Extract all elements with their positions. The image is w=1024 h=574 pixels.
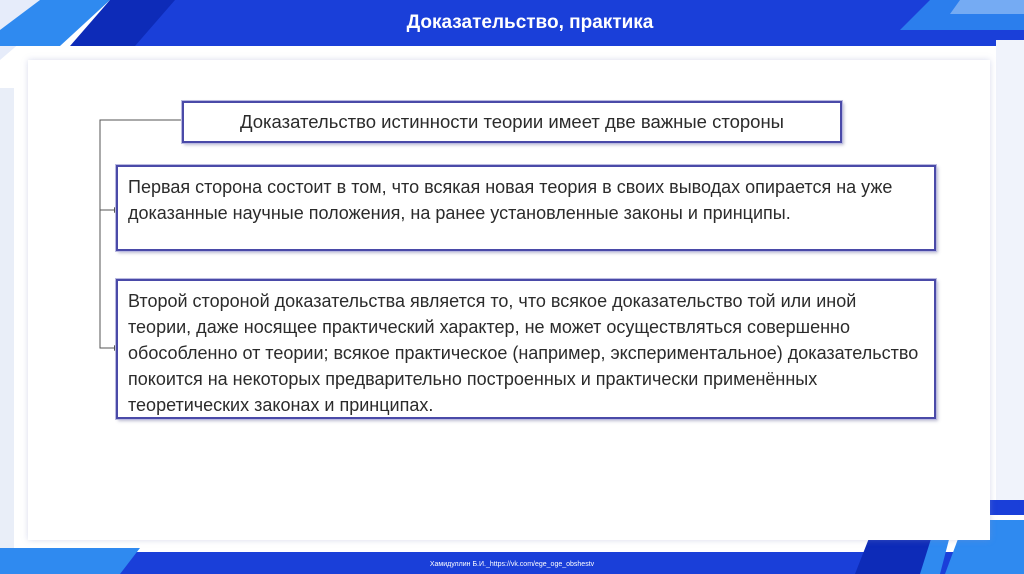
heading-box: Доказательство истинности теории имеет две важные стороны <box>182 101 842 143</box>
second-side-box: Второй стороной доказательства является то, что всякое доказательство той или иной теории, даже носящее практический характер, не может осуществляться совершенно обособленно от теории; всякое практическое (например, экспериментальное) доказательство покоится на некоторых предварительно построенных и практически применённых теоретических законах и принципах. <box>116 279 936 419</box>
first-side-box: Первая сторона состоит в том, что всякая новая теория в своих выводах опирается на уже доказанные научные положения, на ранее установленные законы и принципы. <box>116 165 936 251</box>
slide-title: Доказательство, практика <box>406 12 654 33</box>
footer-credit: Хамидуллин Б.И._https://vk.com/ege_oge_obshestv <box>429 560 595 568</box>
